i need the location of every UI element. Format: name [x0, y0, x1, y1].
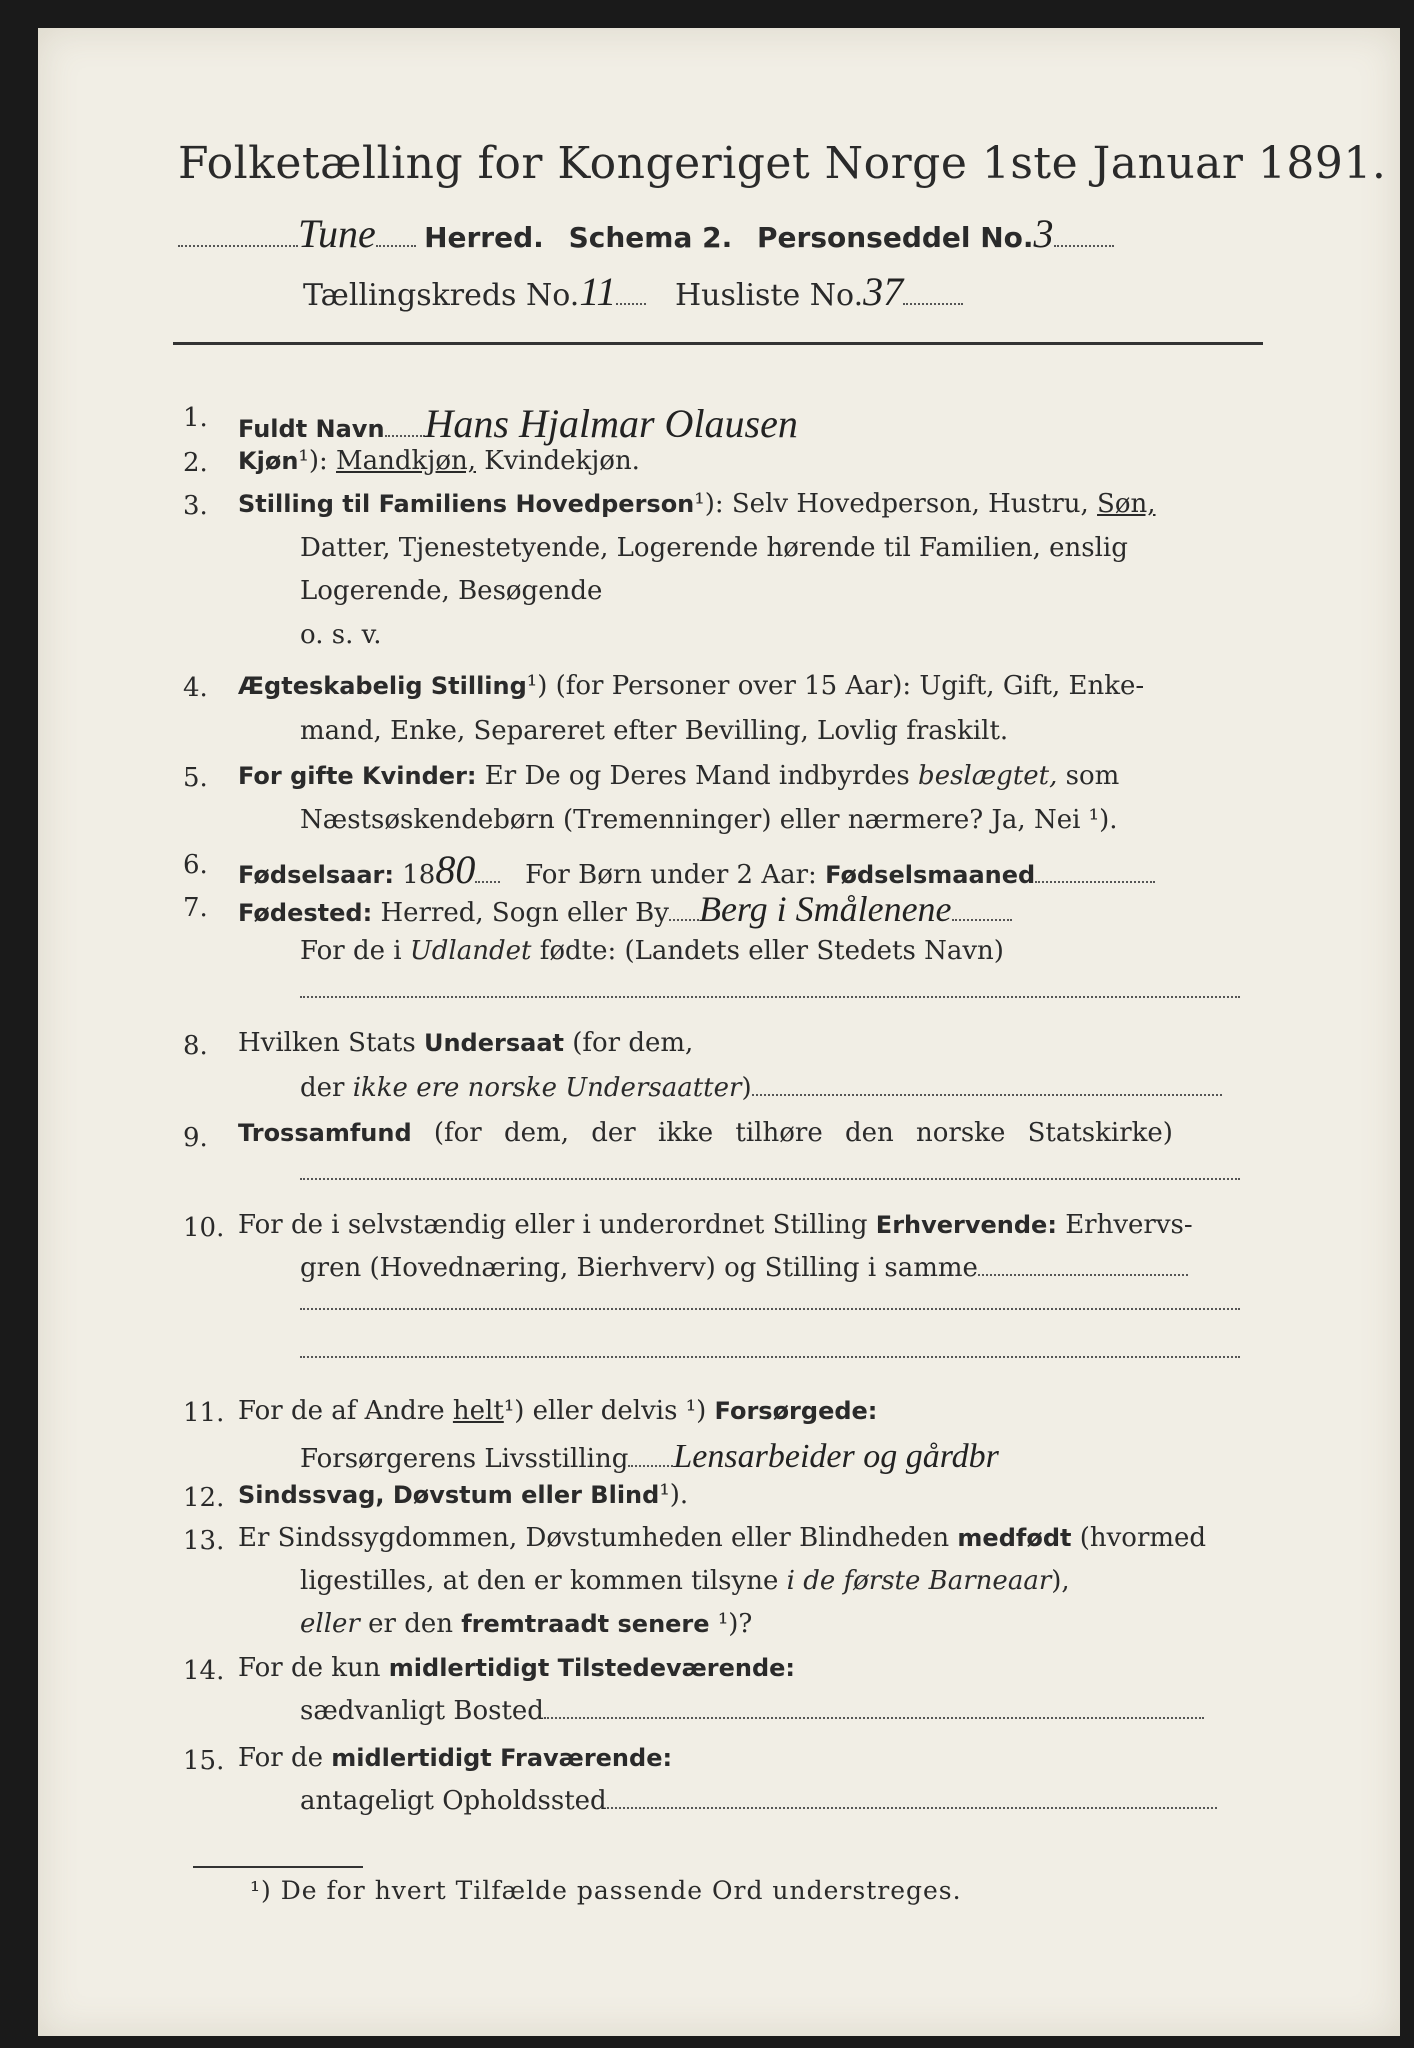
- citizenship-label: Undersaat: [423, 1029, 564, 1057]
- personseddel-value[interactable]: 3: [1033, 211, 1054, 256]
- item-2-sex: Kjøn¹): Mandkjøn, Kvindekjøn.: [238, 446, 640, 476]
- temporarily-present-label: midlertidigt Tilstedeværende:: [388, 1654, 796, 1682]
- item-number: 13.: [183, 1526, 225, 1556]
- item-11-dependents: For de af Andre helt¹) eller delvis ¹) Forsørgede:: [238, 1396, 878, 1426]
- citizenship-text-2: der ikke ere norske Undersaatter): [300, 1073, 1222, 1103]
- item-number: 4.: [183, 673, 208, 703]
- item-14-temporarily-present: For de kun midlertidigt Tilstedeværende:: [238, 1653, 796, 1683]
- provider-occupation-value[interactable]: Lensarbeider og gårdbr: [673, 1438, 999, 1475]
- item-number: 10.: [183, 1213, 225, 1243]
- birthplace-label: Fødested:: [238, 899, 373, 927]
- item-number: 2.: [183, 448, 208, 478]
- item-number: 8.: [183, 1031, 208, 1061]
- usual-residence-value[interactable]: [544, 1717, 1204, 1719]
- probable-residence-line: antageligt Opholdssted: [300, 1786, 1217, 1816]
- kreds-value[interactable]: 11: [579, 269, 617, 314]
- probable-residence-value[interactable]: [607, 1807, 1217, 1809]
- dependents-label: Forsørgede:: [714, 1397, 878, 1425]
- item-number: 14.: [183, 1656, 225, 1686]
- item-5-married-women: For gifte Kvinder: Er De og Deres Mand indbyrdes beslægtet, som: [238, 761, 1120, 791]
- item-1-full-name: [238, 400, 798, 447]
- item-3-position: Stilling til Familiens Hovedperson¹): Selv Hovedperson, Hustru, Søn,: [238, 489, 1156, 519]
- herred-label: Herred.: [424, 221, 544, 254]
- marital-label: Ægteskabelig Stilling: [238, 672, 527, 700]
- item-12-disability: Sindssvag, Døvstum eller Blind¹).: [238, 1480, 689, 1510]
- item-13-congenital: Er Sindssygdommen, Døvstumheden eller Blindheden medfødt (hvormed: [238, 1523, 1207, 1553]
- position-text-2: Datter, Tjenestetyende, Logerende hørende til Familien, enslig: [300, 533, 1128, 563]
- item-number: 1.: [183, 403, 208, 433]
- item-10-occupation: For de i selvstændig eller i underordnet Stilling Erhvervende: Erhvervs-: [238, 1210, 1193, 1240]
- congenital-text-3: eller er den fremtraadt senere ¹)?: [300, 1609, 753, 1639]
- item-4-marital: Ægteskabelig Stilling¹) (for Personer over 15 Aar): Ugift, Gift, Enke-: [238, 671, 1145, 701]
- occupation-label: Erhvervende:: [875, 1211, 1057, 1239]
- full-name-value[interactable]: Hans Hjalmar Olausen: [424, 401, 798, 446]
- item-number: 5.: [183, 763, 208, 793]
- birth-year-label: Fødselsaar:: [238, 861, 394, 889]
- sex-option-male[interactable]: Mandkjøn,: [336, 446, 476, 476]
- item-15-temporarily-absent: For de midlertidigt Fraværende:: [238, 1743, 673, 1773]
- occupation-value-line-3[interactable]: [300, 1356, 1240, 1358]
- item-number: 7.: [183, 893, 208, 923]
- full-name-label: Fuldt Navn: [238, 415, 385, 443]
- personseddel-label: Personseddel No.: [757, 221, 1034, 254]
- married-women-text-2: Næstsøskendebørn (Tremenninger) eller nærmere? Ja, Nei ¹).: [300, 805, 1118, 835]
- item-8-citizenship: Hvilken Stats Undersaat (for dem,: [238, 1028, 694, 1058]
- birth-month-label: Fødselsmaaned: [825, 861, 1036, 889]
- item-6-birth-year: Fødselsaar: 1880 For Børn under 2 Aar: Fødselsmaaned: [238, 846, 1155, 893]
- citizenship-value-line[interactable]: [752, 1094, 1222, 1096]
- position-label: Stilling til Familiens Hovedperson: [238, 490, 695, 518]
- footnote-rule: [193, 1866, 363, 1868]
- birthplace-value[interactable]: Berg i Smålenene: [698, 889, 952, 929]
- usual-residence-line: sædvanligt Bosted: [300, 1696, 1204, 1726]
- marital-text-2: mand, Enke, Separeret efter Bevilling, Lovlig fraskilt.: [300, 716, 1009, 746]
- disability-label: Sindssvag, Døvstum eller Blind: [238, 1481, 660, 1509]
- item-number: 11.: [183, 1398, 225, 1428]
- religion-label: Trossamfund: [238, 1119, 412, 1147]
- birthplace-abroad: For de i Udlandet fødte: (Landets eller Stedets Navn): [300, 936, 1004, 966]
- birth-year-value[interactable]: 80: [435, 847, 476, 892]
- religion-value-line[interactable]: [300, 1178, 1240, 1180]
- dependent-option-wholly[interactable]: helt: [452, 1396, 504, 1426]
- schema-label: Schema 2.: [568, 221, 733, 254]
- sex-option-female[interactable]: Kvindekjøn.: [484, 446, 640, 476]
- census-form: [38, 28, 1400, 2036]
- item-number: 3.: [183, 491, 208, 521]
- herred-value[interactable]: Tune: [298, 211, 376, 256]
- temporarily-absent-label: midlertidigt Fraværende:: [331, 1744, 673, 1772]
- position-text-4: o. s. v.: [300, 620, 382, 650]
- husliste-value[interactable]: 37: [863, 269, 904, 314]
- husliste-label: Husliste No.: [674, 278, 864, 313]
- birthplace-abroad-line[interactable]: [300, 996, 1240, 998]
- sex-label: Kjøn: [238, 447, 299, 475]
- item-number: 6.: [183, 850, 208, 880]
- form-title: Folketælling for Kongeriget Norge 1ste Januar 1891.: [178, 138, 1387, 189]
- herred-line: [178, 210, 1114, 257]
- position-option-son[interactable]: Søn,: [1097, 489, 1156, 519]
- kreds-label: Tællingskreds No.: [303, 278, 580, 313]
- footnote: ¹) De for hvert Tilfælde passende Ord understreges.: [250, 1876, 962, 1905]
- provider-line: Forsørgerens Livsstilling Lensarbeider og gårdbr: [300, 1438, 999, 1475]
- kreds-line: [303, 268, 963, 315]
- occupation-text-2: gren (Hovednæring, Bierhverv) og Stilling i samme: [300, 1253, 1188, 1283]
- item-7-birthplace: Fødested: Herred, Sogn eller By Berg i Smålenene: [238, 888, 1012, 930]
- item-9-religion: Trossamfund (for dem, der ikke tilhøre den norske Statskirke): [238, 1118, 1173, 1148]
- item-number: 15.: [183, 1746, 225, 1776]
- header-rule: [173, 342, 1263, 345]
- position-text-3: Logerende, Besøgende: [300, 576, 603, 606]
- occupation-value-line-2[interactable]: [300, 1308, 1240, 1310]
- congenital-label: medfødt: [957, 1524, 1072, 1552]
- married-women-label: For gifte Kvinder:: [238, 762, 477, 790]
- congenital-text-2: ligestilles, at den er kommen tilsyne i de første Barneaar),: [300, 1566, 1070, 1596]
- item-number: 9.: [183, 1123, 208, 1153]
- item-number: 12.: [183, 1483, 225, 1513]
